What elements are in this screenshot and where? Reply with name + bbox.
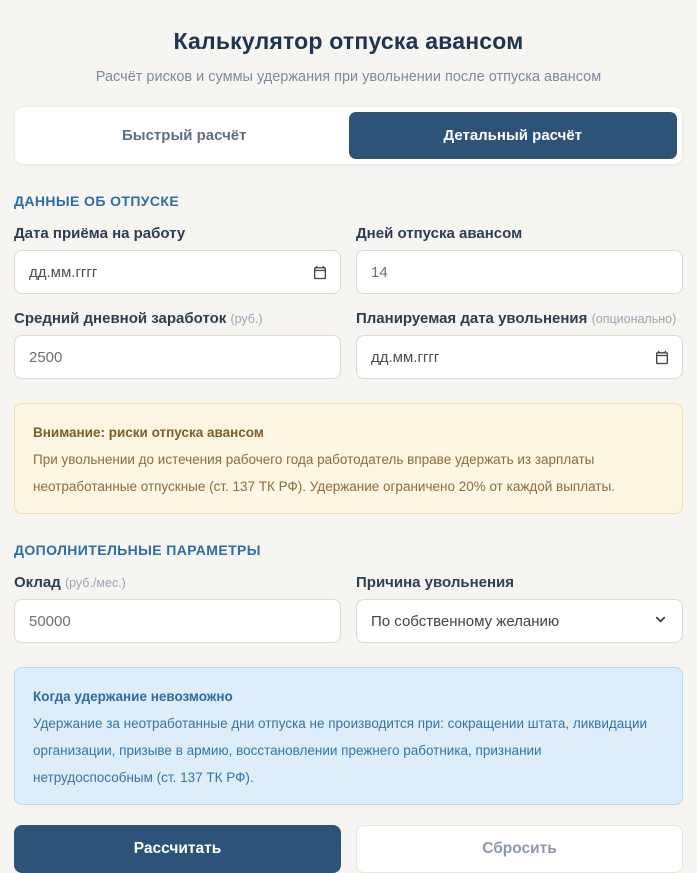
dismissal-date-input[interactable] (356, 335, 683, 379)
warning-alert-title: Внимание: риски отпуска авансом (33, 425, 264, 440)
additional-params-grid (14, 574, 683, 643)
tab-quick-calculation[interactable]: Быстрый расчёт (122, 127, 247, 144)
info-alert-title: Когда удержание невозможно (33, 689, 233, 704)
advance-days-input[interactable] (356, 250, 683, 294)
field-dismissal-reason (356, 574, 683, 643)
warning-alert (14, 403, 683, 514)
salary-label (14, 574, 341, 591)
field-hire-date (14, 225, 341, 294)
warning-alert-body: При увольнении до истечения рабочего года работодатель вправе удержать из зарплаты неотработанные отпускные (ст. 137 ТК РФ). Удержание ограничено 20% от каждой выплаты. (33, 452, 615, 494)
hire-date-input[interactable] (14, 250, 341, 294)
chevron-down-icon (653, 612, 668, 631)
calculate-button[interactable]: Рассчитать (14, 825, 341, 873)
calendar-icon[interactable] (653, 349, 670, 366)
info-alert (14, 667, 683, 805)
field-salary (14, 574, 341, 643)
vacation-data-grid (14, 225, 683, 379)
calendar-icon[interactable] (311, 264, 328, 281)
advance-days-input-wrap (356, 250, 683, 294)
section-heading-vacation-data: ДАННЫЕ ОБ ОТПУСКЕ (14, 193, 180, 209)
hire-date-label: Дата приёма на работу (14, 225, 186, 242)
avg-daily-earnings-label (14, 310, 341, 327)
salary-input-wrap (14, 599, 341, 643)
field-avg-daily-earnings (14, 310, 341, 379)
page-title: Калькулятор отпуска авансом (173, 28, 524, 54)
dismissal-reason-label: Причина увольнения (356, 574, 515, 591)
page-subtitle: Расчёт рисков и суммы удержания при увольнении после отпуска авансом (95, 69, 602, 85)
info-alert-body: Удержание за неотработанные дни отпуска не производится при: сокращении штата, ликвидации организации, призыве в армию, восстановлении прежнего работника, признании нетрудоспособным (ст. 137 ТК РФ). (33, 716, 648, 785)
hire-date-input-wrap (14, 250, 341, 294)
salary-input[interactable] (14, 599, 341, 643)
field-advance-days (356, 225, 683, 294)
dismissal-date-note: (опционально) (591, 312, 677, 326)
form-actions (14, 825, 683, 873)
dismissal-date-label (356, 310, 683, 327)
dismissal-reason-selected-value: По собственному желанию (371, 612, 560, 630)
avg-daily-earnings-note: (руб.) (230, 312, 263, 326)
advance-days-label: Дней отпуска авансом (356, 225, 523, 242)
field-dismissal-date (356, 310, 683, 379)
calculation-mode-tabs (14, 106, 683, 165)
avg-daily-earnings-input-wrap (14, 335, 341, 379)
reset-button[interactable]: Сбросить (356, 825, 683, 873)
salary-note: (руб./мес.) (64, 576, 126, 590)
dismissal-date-label-text: Планируемая дата увольнения (356, 310, 588, 327)
avg-daily-earnings-label-text: Средний дневной заработок (14, 310, 227, 327)
tab-detailed-calculation[interactable]: Детальный расчёт (349, 112, 678, 159)
avg-daily-earnings-input[interactable] (14, 335, 341, 379)
section-heading-additional-params: ДОПОЛНИТЕЛЬНЫЕ ПАРАМЕТРЫ (14, 542, 261, 558)
dismissal-reason-select[interactable] (356, 599, 683, 643)
dismissal-date-input-wrap (356, 335, 683, 379)
salary-label-text: Оклад (14, 574, 61, 591)
